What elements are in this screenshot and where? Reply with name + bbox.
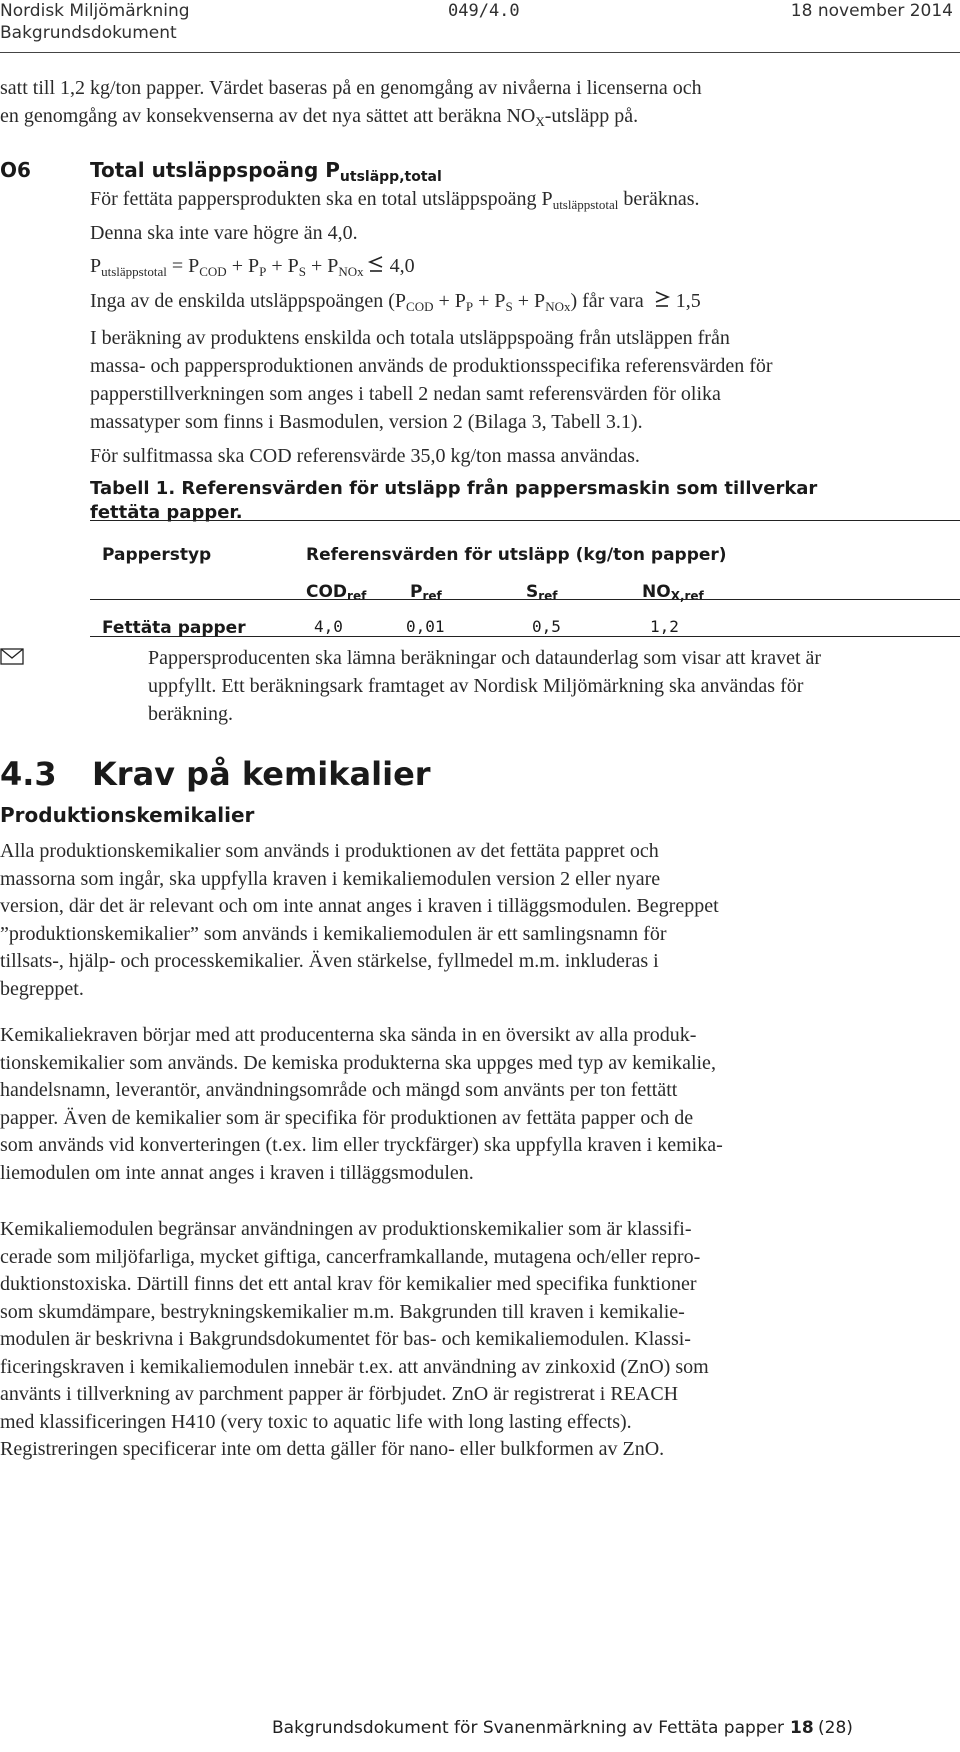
table-subheader-s: Sref [526,582,558,603]
table-cell-nox: 1,2 [650,617,679,636]
paragraph-line: papper. Även de kemikalier som är specifika för produktionen av fettäta papper och de [0,1106,694,1129]
header-date: 18 november 2014 [790,1,953,21]
table-cell-s: 0,5 [532,617,561,636]
paragraph-2 [0,1022,960,1187]
paragraph-3 [0,1216,960,1464]
table-row-type: Fettäta papper [102,618,246,638]
section-subtitle: Produktionskemikalier [0,803,255,827]
paragraph-line: liemodulen om inte annat anges i kraven i tilläggsmodulen. [0,1161,474,1184]
header-doc-number: 049/4.0 [448,1,520,21]
footer-text: Bakgrundsdokument för Svanenmärkning av Fettäta papper [272,1718,785,1738]
paragraph-line: handelsnamn, leverantör, användningsområde och mängd som använts per ton fettätt [0,1079,678,1101]
table-cell-cod: 4,0 [314,617,343,636]
table-top-rule [90,520,960,521]
paragraph-line: Kemikaliekraven börjar med att producenterna ska sända in en översikt av alla produk- [0,1024,697,1046]
requirement-title: Total utsläppspoäng $P_{utsläpp,total}$ [90,158,442,185]
table-caption-2: fettäta papper. [90,502,243,523]
paragraph-line: som används vid konverteringen (t.ex. lim eller tryckfärger) ska uppfylla kraven i kemika- [0,1134,723,1156]
table-subheader-cod: CODref [306,582,367,603]
paragraph-line: tionskemikalier som används. De kemiska produkterna ska uppges med typ av kemikalie, [0,1051,716,1074]
table-subheader-nox: NOX,ref [642,582,704,603]
calc-line-4: massatyper som finns i Basmodulen, version 2 (Bilaga 3, Tabell 3.1). [90,411,643,433]
paragraph-line: ”produktionskemikalier” som används i kemikaliemodulen är ett samlingsnamn för [0,922,667,945]
paragraph-line: Kemikaliemodulen begränsar användningen av produktionskemikalier som är klassifi- [0,1218,692,1240]
paragraph-line: cerade som miljöfarliga, mycket giftiga, cancerframkallande, mutagena och/eller repro- [0,1245,701,1268]
geq-icon [653,289,671,307]
table-cell-p: 0,01 [406,617,445,636]
verification-line-1: Pappersproducenten ska lämna beräkningar och dataunderlag som visar att kravet är [148,647,822,669]
footer-page: 18 [790,1718,814,1738]
requirement-p1: För fettäta pappersprodukten ska en total utsläppspoäng $P_{utsläppstotal}$ beräknas. [90,188,700,212]
verification-line-3: beräkning. [148,703,233,725]
paragraph-1 [0,838,960,1003]
table-group-header: Referensvärden för utsläpp (kg/ton papper) [306,545,727,565]
sulfit-line: För sulfitmassa ska COD referensvärde 35,0 kg/ton massa användas. [90,445,640,467]
calc-line-2: massa- och pappersproduktionen används de produktionsspecifika referensvärden för [90,355,773,377]
paragraph-line: massorna som ingår, ska uppfylla kraven i kemikaliemodulen version 2 eller nyare [0,867,661,890]
paragraph-line: med klassificeringen H410 (very toxic to aquatic life with long lasting effects). [0,1410,632,1433]
verification-line-2: uppfyllt. Ett beräkningsark framtaget av Nordisk Miljömärkning ska användas för [148,675,804,697]
table-bottom-rule [90,636,960,637]
paragraph-line: duktionstoxiska. Därtill finns det ett antal krav för kemikalier med specifika funktioner [0,1273,697,1295]
paragraph-line: använts i tillverkning av parchment papper är förbjudet. ZnO är registrerat i REACH [0,1383,679,1405]
paragraph-line: som skumdämpare, bestrykningskemikalier m.m. Bakgrunden till kraven i kemikalie- [0,1300,685,1323]
table-caption-1: Tabell 1. Referensvärden för utsläpp från pappersmaskin som tillverkar [90,478,818,499]
footer-total: (28) [818,1718,853,1738]
envelope-icon [0,647,26,672]
leq-icon [367,254,385,272]
header-org: Nordisk Miljömärkning [0,1,190,21]
paragraph-line: modulen är beskrivna i Bakgrundsdokumentet för bas- och kemikaliemodulen. Klassi- [0,1328,691,1350]
table-col-header-type: Papperstyp [102,545,212,565]
section-title: Krav på kemikalier [92,755,431,793]
paragraph-line: begreppet. [0,977,84,1000]
paragraph-line: Alla produktionskemikalier som används i produktionen av det fettäta pappret och [0,840,659,862]
header-divider [0,52,960,53]
paragraph-line: ficeringskraven i kemikaliemodulen innebär t.ex. att användning av zinkoxid (ZnO) som [0,1355,709,1378]
requirement-id: O6 [0,158,31,182]
paragraph-line: tillsats-, hjälp- och processkemikalier. Även stärkelse, fyllmedel m.m. inkluderas i [0,950,659,972]
calc-line-3: papperstillverkningen som anges i tabell 2 nedan samt referensvärden för olika [90,383,721,405]
header-doc-type: Bakgrundsdokument [0,23,177,43]
intro-line-1: satt till 1,2 kg/ton papper. Värdet baseras på en genomgång av nivåerna i licenserna och [0,77,702,99]
table-subheader-p: Pref [410,582,442,603]
formula: $P_{utsläppstotal} = P_{COD} + P_P + P_S + P_{NOx}$ 4,0 [90,255,415,279]
requirement-p2: Denna ska inte vare högre än 4,0. [90,222,358,244]
paragraph-line: Registreringen specificerar inte om detta gäller för nano- eller bulkformen av ZnO. [0,1438,665,1460]
section-number: 4.3 [0,755,57,793]
table-mid-rule [90,599,960,600]
rule-line: Inga av de enskilda utsläppspoängen $(P_{COD} + P_P + P_S + P_{NOx})$ får vara 1,5 [90,290,701,314]
calc-line-1: I beräkning av produktens enskilda och totala utsläppspoäng från utsläppen från [90,327,730,349]
paragraph-line: version, där det är relevant och om inte annat anges i kraven i tilläggsmodulen. Begreppet [0,895,719,917]
intro-line-2: en genomgång av konsekvenserna av det nya sättet att beräkna $NO_X$-utsläpp på. [0,105,639,129]
